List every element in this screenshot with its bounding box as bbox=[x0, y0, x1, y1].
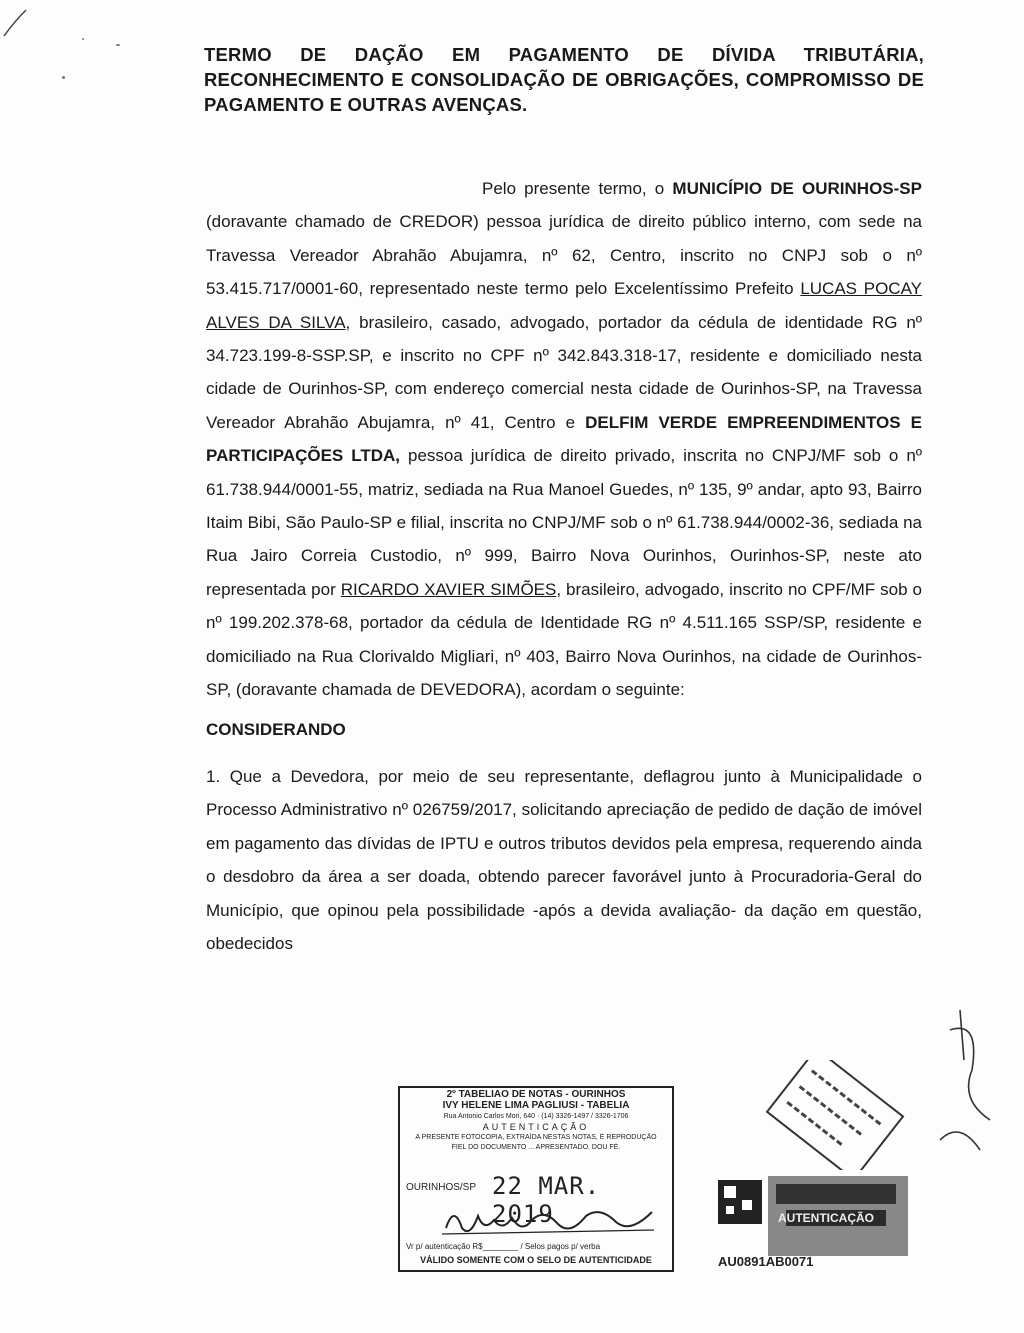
section-heading: CONSIDERANDO bbox=[206, 719, 346, 739]
document-body bbox=[206, 172, 922, 960]
stamp-address: Rua Antonio Carlos Mori, 640 · (14) 3326-1497 / 3326-1706 bbox=[443, 1113, 629, 1120]
considering-item-1: 1. Que a Devedora, por meio de seu representante, deflagrou junto à Municipalidade o Processo Administrativo nº 026759/2017, solicitando apreciação de pedido de dação de imóvel em pagamento das dívidas de IPTU e outros tributos devidos pela empresa, requerendo ainda o desdobro da área a ser doada, obtendo parecer favorável junto à Procuradoria-Geral do Município, que opinou pela possibilidade -após a devida avaliação- da dação em questão, obedecidos bbox=[206, 766, 922, 953]
escrevente-stamp bbox=[738, 1060, 918, 1170]
empresa-name: DELFIM VERDE EMPREENDIMENTOS E PARTICIPAÇÕES LTDA, bbox=[206, 412, 922, 466]
stamp-date-row bbox=[406, 1172, 666, 1228]
document-title: TERMO DE DAÇÃO EM PAGAMENTO DE DÍVIDA TRIBUTÁRIA, RECONHECIMENTO E CONSOLIDAÇÃO DE OBRIGAÇÕES, COMPROMISSO DE PAGAMENTO E OUTRAS AVENÇAS. bbox=[204, 44, 924, 115]
paragraph-text: , brasileiro, advogado, inscrito no CPF/MF sob o nº 199.202.378-68, portador da cédula de Identidade RG nº 4.511.165 SSP/SP, residente e domiciliado na Rua Clorivaldo Migliari, nº 403, Bairro Nova Ourinhos, na cidade de Ourinhos-SP, (doravante chamada de DEVEDORA), acordam o seguinte: bbox=[206, 579, 922, 700]
stamp-fees: Vr p/ autenticação R$________ / Selos pagos p/ verba bbox=[406, 1242, 601, 1251]
stamp-city: OURINHOS/SP bbox=[406, 1182, 477, 1193]
municipio-name: MUNICÍPIO DE OURINHOS-SP bbox=[672, 179, 922, 198]
stamp-notary: IVY HELENE LIMA PAGLIUSI - TABELIÃ bbox=[442, 1101, 630, 1111]
seal-code: AU0891AB0071 bbox=[718, 1254, 814, 1269]
prefeito-name: LUCAS POCAY ALVES DA SILVA bbox=[206, 279, 923, 332]
paragraph-text: pessoa jurídica de direito privado, inscrita no CNPJ/MF sob o nº 61.738.944/0001-55, matriz, sediada na Rua Manoel Guedes, nº 135, 9º andar, apto 93, Bairro Itaim Bibi, São Paulo-SP e filial, inscrita no CNPJ/MF sob o nº 61.738.944/0002-36, sediada na Rua Jairo Correia Custodio, nº 999, Bairro Nova Ourinhos, Ourinhos-SP, neste ato representada por bbox=[206, 446, 922, 599]
stamp-validity: VÁLIDO SOMENTE COM O SELO DE AUTENTICIDADE bbox=[420, 1255, 652, 1265]
scan-speck bbox=[62, 76, 65, 79]
paragraph-text: , brasileiro, casado, advogado, portador da cédula de identidade RG nº 34.723.199-8-SSP.SP, e inscrito no CPF nº 342.843.318-17, residente e domiciliado nesta cidade de Ourinhos-SP, com endereço comercial nesta cidade de Ourinhos-SP, na Travessa Vereador Abrahão Abujamra, nº 41, Centro e bbox=[206, 312, 922, 432]
notary-stamp bbox=[398, 1086, 674, 1272]
stamp-label: AUTENTICAÇÃO bbox=[482, 1122, 590, 1132]
scan-speck bbox=[116, 44, 120, 46]
stamp-text: FIEL DO DOCUMENTO ... APRESENTADO. DOU FÉ. bbox=[451, 1144, 621, 1151]
authenticity-seal bbox=[716, 1170, 912, 1270]
intro-text: Pelo presente termo, o bbox=[482, 179, 673, 198]
representante-name: RICARDO XAVIER SIMÕES bbox=[340, 579, 557, 599]
scan-mark bbox=[0, 0, 30, 40]
paragraph-text: (doravante chamado de CREDOR) pessoa jurídica de direito público interno, com sede na Travessa Vereador Abrahão Abujamra, nº 62, Centro, inscrito no CNPJ sob o nº 53.415.717/0001-60, representado neste termo pelo Excelentíssimo Prefeito bbox=[206, 212, 922, 299]
seal-label: AUTENTICAÇÃO bbox=[778, 1211, 874, 1225]
notary-signature bbox=[440, 1198, 660, 1242]
stamp-date: 22 MAR. 2019 bbox=[492, 1172, 601, 1228]
margin-initials bbox=[920, 1000, 1000, 1160]
paragraph-parties bbox=[206, 172, 922, 707]
scan-speck bbox=[82, 38, 84, 40]
stamp-text: A PRESENTE FOTOCÓPIA, EXTRAÍDA NESTAS NOTAS, É REPRODUÇÃO bbox=[415, 1134, 657, 1141]
stamp-office: 2º TABELIÃO DE NOTAS - OURINHOS bbox=[446, 1090, 626, 1100]
